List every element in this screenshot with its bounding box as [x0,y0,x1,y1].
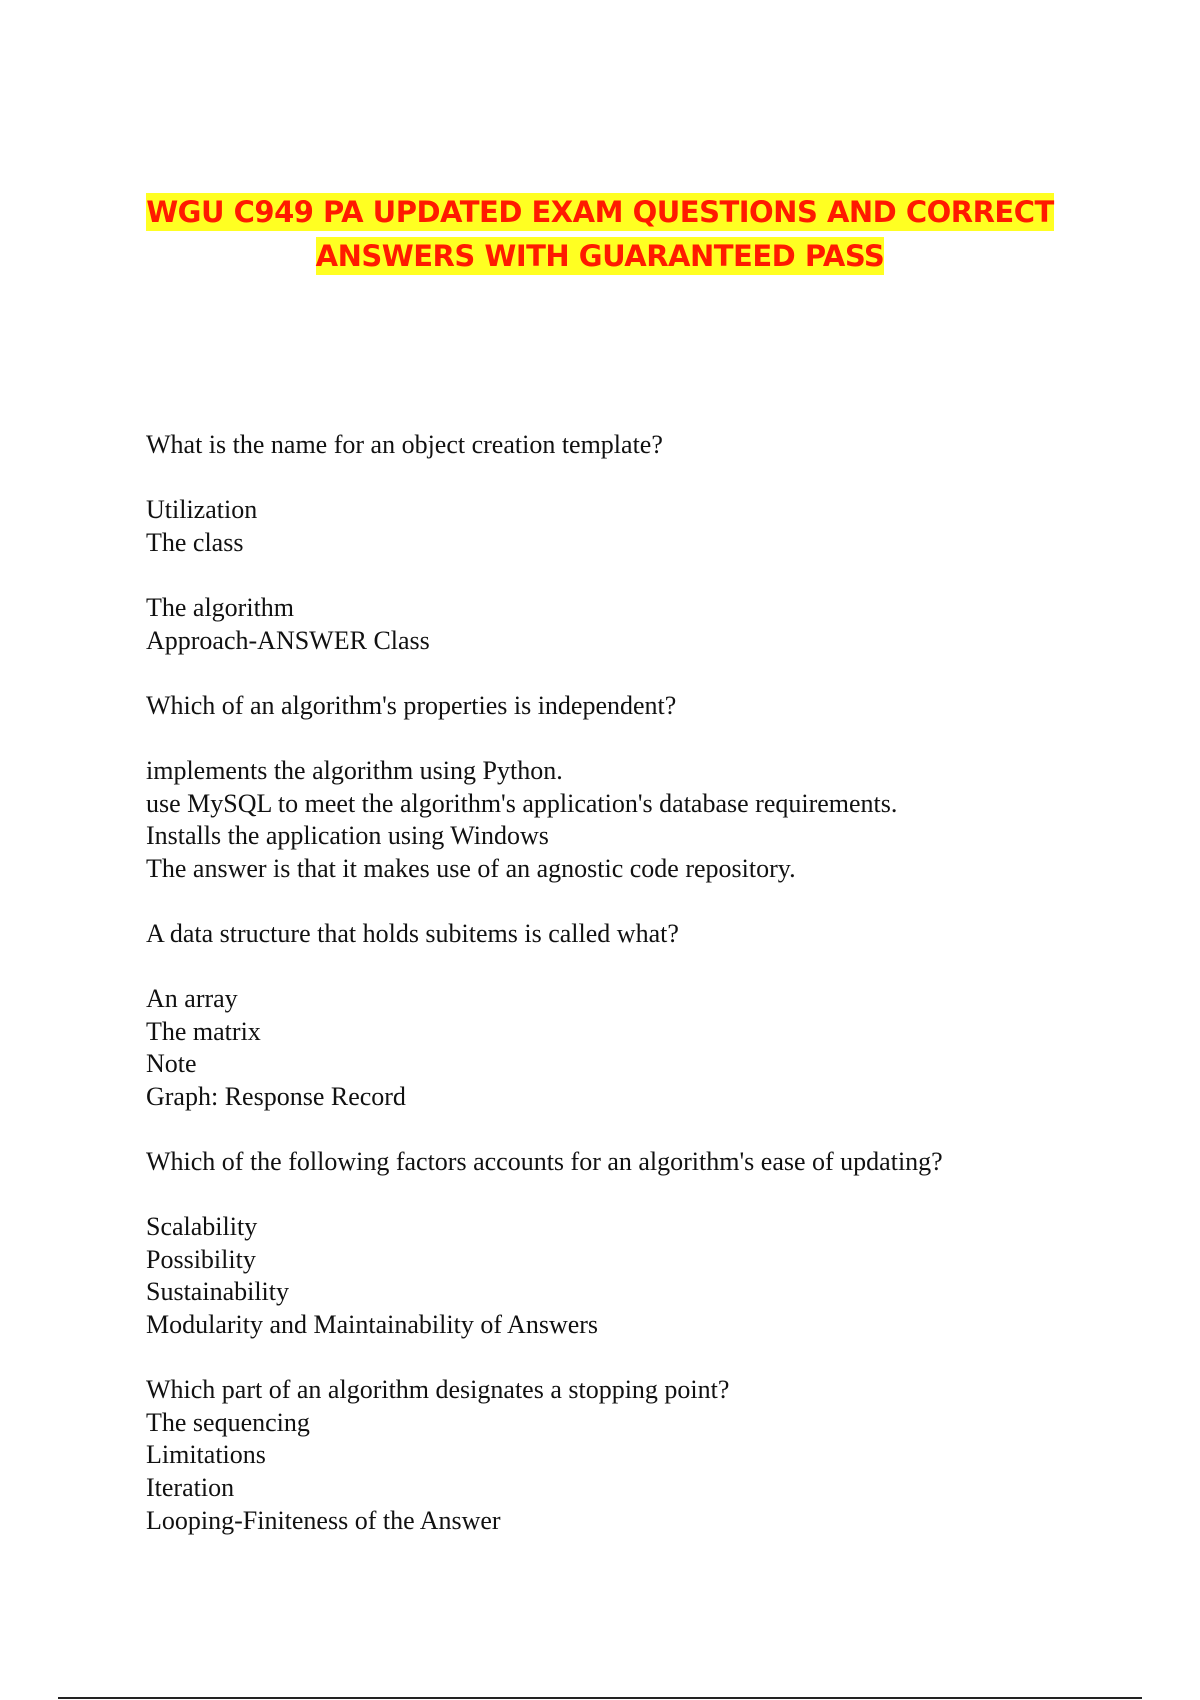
text-line: Note [146,1049,197,1079]
blank-line [146,1113,1146,1146]
text-line: An array [146,984,238,1014]
text-line: Which part of an algorithm designates a stopping point? [146,1375,730,1405]
text-line: A data structure that holds subitems is called what? [146,918,679,948]
blank-line [146,1179,1146,1212]
text-line: Limitations [146,1440,266,1470]
text-line: Which of an algorithm's properties is independent? [146,690,677,720]
text-line: The class [146,527,244,557]
text-line: Installs the application using Windows [146,821,549,851]
text-line: Utilization [146,495,258,525]
text-line: The answer is that it makes use of an agnostic code repository. [146,853,796,883]
text-line: The matrix [146,1016,261,1046]
text-line: use MySQL to meet the algorithm's application's database requirements. [146,788,898,818]
blank-line [146,722,1146,755]
text-line: Possibility [146,1244,256,1274]
blank-line [146,1342,1146,1375]
blank-line [146,951,1146,984]
text-line: Looping-Finiteness of the Answer [146,1505,501,1535]
text-line: Sustainability [146,1277,289,1307]
text-line: Iteration [146,1473,235,1502]
text-line: The sequencing [146,1407,310,1437]
text-line: implements the algorithm using Python. [146,755,563,785]
page-bottom-rule [58,1697,1142,1699]
text-line: Graph: Response Record [146,1081,406,1111]
text-line: Approach-ANSWER Class [146,625,430,655]
blank-line [146,559,1146,592]
text-line: Which of the following factors accounts for an algorithm's ease of updating? [146,1147,943,1177]
text-line: What is the name for an object creation template? [146,430,663,459]
blank-line [146,885,1146,918]
title-line-1: WGU C949 PA UPDATED EXAM QUESTIONS AND CORRECT [146,195,1054,229]
text-line: Modularity and Maintainability of Answers [146,1310,599,1340]
text-line: Scalability [146,1212,258,1242]
blank-line [146,462,1146,495]
text-line: The algorithm [146,592,295,622]
document-title [0,190,1200,278]
blank-line [146,657,1146,690]
title-line-2: ANSWERS WITH GUARANTEED PASS [315,239,885,273]
document-body [146,429,1146,1537]
